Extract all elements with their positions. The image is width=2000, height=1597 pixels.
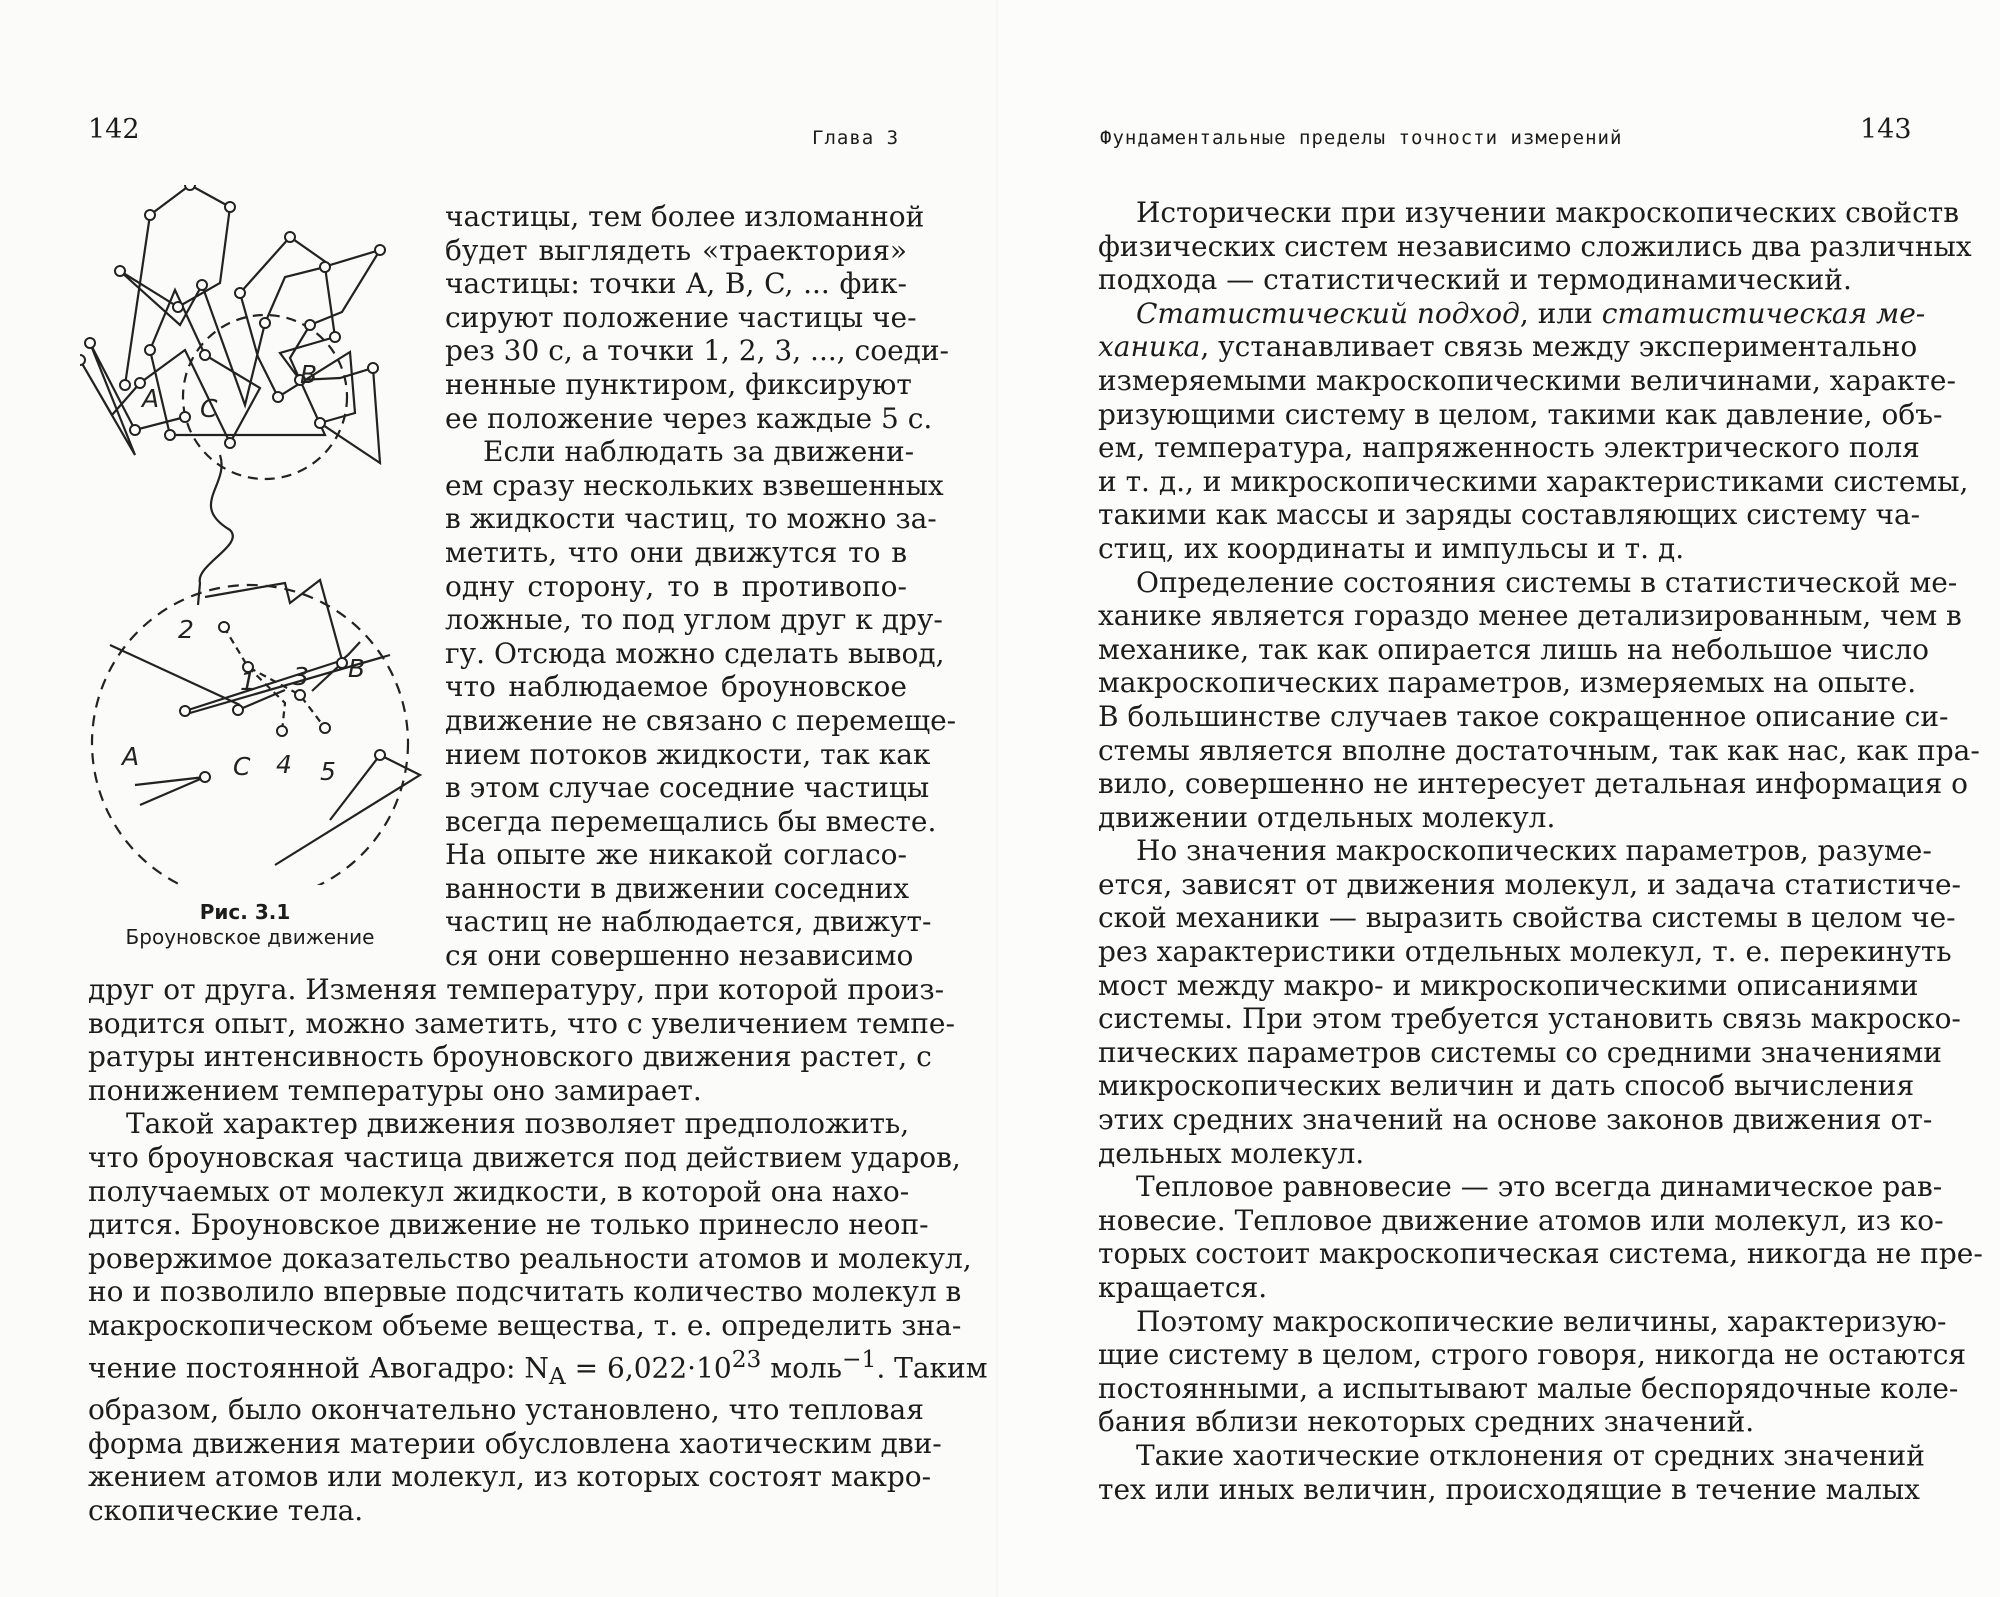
right-page-text [1098, 196, 1983, 1506]
text-line: ем сразу нескольких взвешенных [445, 468, 944, 502]
text-line: стемы является вполне достаточным, так как нас, как пра- [1098, 733, 1980, 767]
text-line: микроскопических величин и дать способ вычисления [1098, 1069, 1915, 1103]
text-fragment: = 6,022·10 [565, 1350, 732, 1384]
text-line: системы. При этом требуется установить связь макроско- [1098, 1002, 1961, 1036]
text-line: постоянными, а испытывают малые беспорядочные коле- [1098, 1371, 1959, 1405]
text-line: ризующими систему в целом, такими как давление, объ- [1098, 397, 1943, 431]
text-line: что наблюдаемое броуновское [445, 670, 907, 704]
text-line: частицы, тем более изломанной [445, 200, 925, 233]
text-line: дельных молекул. [1098, 1136, 1365, 1170]
text-line: Поэтому макроскопические величины, характеризую- [1136, 1304, 1947, 1338]
text-line: скопические тела. [88, 1493, 364, 1527]
text-line: механике, так как опирается лишь на небольшое число [1098, 632, 1930, 666]
figure-label: B [300, 360, 318, 389]
text-line: частицы: точки A, B, C, ... фик- [445, 267, 907, 301]
text-line: макроскопических параметров, измеряемых на опыте. [1098, 666, 1917, 700]
text-line: получаемых от молекул жидкости, в которой она нахо- [88, 1174, 910, 1208]
text-line: Но значения макроскопических параметров, разуме- [1136, 834, 1932, 868]
text-line: в этом случае соседние частицы [445, 771, 930, 805]
text-line: в жидкости частиц, то можно за- [445, 502, 937, 536]
text-line: сируют положение частицы че- [445, 300, 917, 334]
text-line: ханике является гораздо менее детализированным, чем в [1098, 599, 1962, 633]
text-line: частиц не наблюдается, движут- [445, 905, 932, 939]
exponent: −1 [841, 1344, 877, 1373]
text-line: и т. д., и микроскопическими характеристиками системы, [1098, 464, 1969, 498]
figure-label: A [122, 742, 140, 771]
text-line: физических систем независимо сложились два различных [1098, 229, 1972, 263]
text-line: одну сторону, то в противопо- [445, 569, 907, 603]
text-line [1098, 330, 1918, 364]
text-line: движение не связано с перемеще- [445, 703, 957, 737]
text-fragment: , или [1519, 296, 1602, 330]
text-line: рез 30 с, а точки 1, 2, 3, ..., соеди- [445, 334, 950, 368]
figure-label: 3 [293, 662, 309, 691]
text-line: новесие. Тепловое движение атомов или молекул, из ко- [1098, 1203, 1944, 1237]
figure-label: B [348, 654, 366, 683]
text-line: ее положение через каждые 5 с. [445, 401, 933, 435]
text-line: макроскопическом объеме вещества, т. е. определить зна- [88, 1308, 962, 1342]
column-text [445, 200, 957, 973]
text-line: Если наблюдать за движени- [483, 435, 915, 469]
text-line: ванности в движении соседних [445, 871, 910, 905]
running-head-right: Фундаментальные пределы точности измерений [1100, 127, 1623, 149]
text-line: ровержимое доказательство реальности атомов и молекул, [88, 1241, 972, 1275]
text-line: торых состоит макроскопическая система, никогда не пре- [1098, 1237, 1983, 1271]
text-line: образом, было окончательно установлено, что тепловая [88, 1393, 924, 1427]
text-line: пических параметров системы со средними значениями [1098, 1035, 1942, 1069]
figure-label: 5 [320, 757, 336, 786]
text-line: гу. Отсюда можно сделать вывод, [445, 636, 945, 670]
text-line: ской механики — выразить свойства системы в целом че- [1098, 901, 1956, 935]
text-line: ется, зависят от движения молекул, и задача статистиче- [1098, 867, 1961, 901]
page-number-right: 143 [1860, 114, 1912, 145]
text-fragment: . Таким [876, 1350, 988, 1384]
text-line: друг от друга. Изменяя температуру, при которой произ- [88, 973, 945, 1006]
text-line: ложные, то под углом друг к дру- [445, 603, 943, 637]
text-line: водится опыт, можно заметить, что с увеличением темпе- [88, 1006, 955, 1040]
page-number-left: 142 [88, 114, 140, 145]
text-line: Тепловое равновесие — это всегда динамическое рав- [1136, 1170, 1943, 1204]
text-line: тех или иных величин, происходящие в течение малых [1098, 1472, 1920, 1506]
right-page [1000, 0, 2000, 1597]
text-line: Определение состояния системы в статистической ме- [1136, 565, 1958, 599]
text-line: вило, совершенно не интересует детальная информация о [1098, 767, 1969, 801]
text-line: На опыте же никакой согласо- [445, 838, 907, 872]
text-line: ем, температура, напряженность электрического поля [1098, 431, 1920, 465]
text-line: Такой характер движения позволяет предположить, [126, 1107, 910, 1141]
text-line: но и позволило впервые подсчитать количество молекул в [88, 1275, 962, 1309]
text-line: подхода — статистический и термодинамический. [1098, 263, 1852, 297]
figure-caption-title: Рис. 3.1 [199, 900, 291, 924]
emphasis: Статистический подход [1136, 296, 1520, 330]
text-line: этих средних значений на основе законов движения от- [1098, 1103, 1933, 1137]
figure-label: A [142, 384, 160, 413]
text-line: что броуновская частица движется под действием ударов, [88, 1140, 961, 1174]
text-fragment: , устанавливает связь между экспериментально [1200, 330, 1918, 364]
figure-label: C [233, 752, 251, 781]
text-line: измеряемыми макроскопическими величинами, характе- [1098, 363, 1956, 397]
text-line: кращается. [1098, 1271, 1268, 1304]
figure-label: 1 [240, 667, 256, 696]
subscript: A [548, 1361, 566, 1390]
text-line: стиц, их координаты и импульсы и т. д. [1098, 531, 1685, 565]
text-line: дится. Броуновское движение не только принесло неоп- [88, 1208, 929, 1242]
text-line: нием потоков жидкости, так как [445, 737, 931, 771]
text-line: ся они совершенно независимо [445, 939, 914, 973]
text-line: движении отдельных молекул. [1098, 800, 1556, 834]
text-line: ненные пунктиром, фиксируют [445, 367, 912, 401]
emphasis: ханика [1098, 330, 1201, 364]
figure-caption-text: Броуновское движение [125, 925, 375, 949]
text-line: будет выглядеть «траектория» [445, 233, 907, 267]
text-line: рез характеристики отдельных молекул, т. е. перекинуть [1098, 935, 1952, 969]
text-line: В большинстве случаев такое сокращенное описание си- [1098, 699, 1949, 733]
text-line: жением атомов или молекул, из которых состоят макро- [88, 1460, 932, 1494]
text-line: понижением температуры оно замирает. [88, 1073, 702, 1107]
text-line: такими как массы и заряды составляющих систему ча- [1098, 498, 1921, 532]
text-line: бания вблизи некоторых средних значений. [1098, 1405, 1755, 1439]
text-line: форма движения материи обусловлена хаотическим дви- [88, 1426, 942, 1460]
full-width-text [88, 973, 988, 1527]
text-line: всегда перемещались бы вместе. [445, 804, 937, 838]
text-line: ратуры интенсивность броуновского движения растет, с [88, 1040, 932, 1074]
text-line [1098, 296, 1926, 331]
brownian-motion-figure [80, 185, 440, 885]
figure-label: C [200, 394, 218, 423]
text-line: мост между макро- и микроскопическими описаниями [1098, 968, 1919, 1002]
avogadro-line [88, 1343, 988, 1394]
text-line: щие систему в целом, строго говоря, никогда не остаются [1098, 1338, 1967, 1372]
figure-label: 2 [178, 615, 194, 644]
text-fragment: чение постоянной Авогадро: N [88, 1350, 549, 1384]
emphasis: статистическая ме- [1601, 296, 1926, 330]
exponent: 23 [731, 1344, 762, 1373]
text-line: Исторически при изучении макроскопических свойств [1136, 196, 1960, 229]
text-fragment: моль [761, 1350, 842, 1384]
text-line: Такие хаотические отклонения от средних значений [1136, 1438, 1925, 1472]
text-line: метить, что они движутся то в [445, 535, 907, 569]
running-head-left: Глава 3 [812, 127, 900, 149]
figure-label: 4 [276, 750, 292, 779]
